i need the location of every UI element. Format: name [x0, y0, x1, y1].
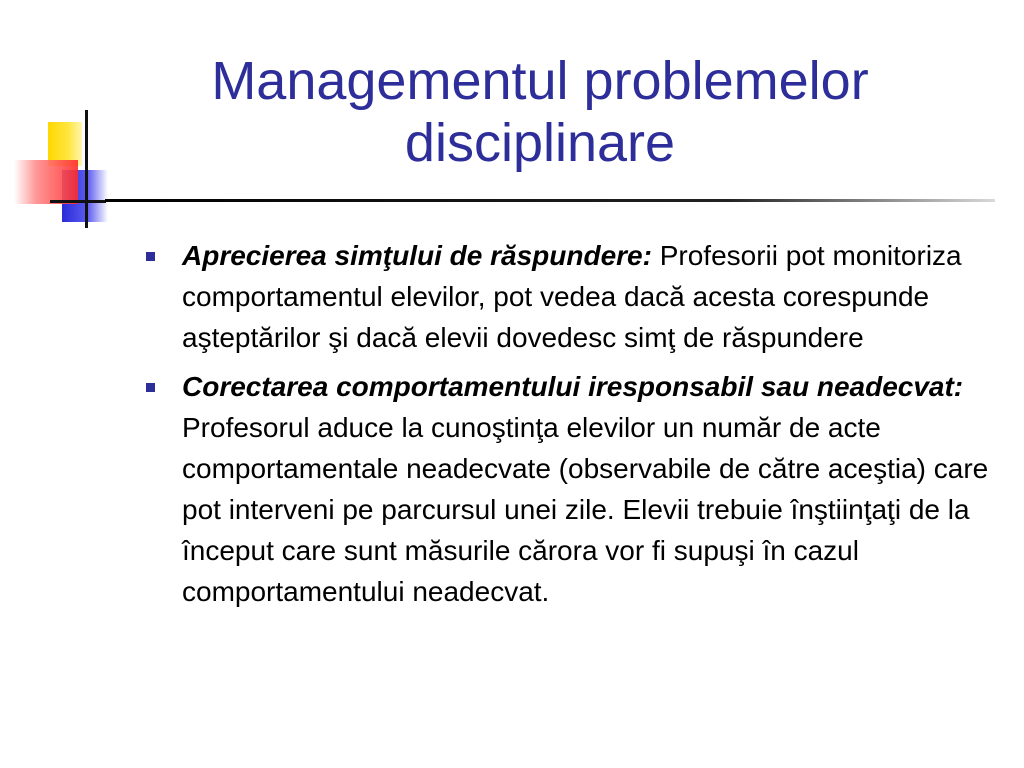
bullet-text: Profesorul aduce la cunoştinţa elevilor un număr de acte comportamentale neadecvate (observabile de către aceştia) care pot interveni pe parcursul unei zile. Elevii trebuie înştiinţaţi de la început care sunt măsurile cărora vor fi supuşi în cazul comportamentului neadecvat. [182, 412, 989, 607]
slide-title [130, 50, 950, 174]
bullet-item-responsibility [140, 235, 1006, 358]
bullet-item-correction [140, 366, 1006, 612]
slide-title-line-2: disciplinare [404, 113, 676, 173]
bullet-lead: Aprecierea simţului de răspundere: [182, 240, 652, 271]
slide-title-line-1: Managementul problemelor [211, 51, 869, 111]
bullet-text: Profesorii pot monitoriza comportamentul elevilor, pot vedea dacă acesta corespunde aşteptărilor şi dacă elevii dovedesc simţ de răspundere [182, 240, 962, 353]
logo-horizontal-line [50, 200, 106, 203]
title-divider [105, 199, 995, 202]
bullet-list [140, 235, 1006, 620]
logo-vertical-line [85, 110, 88, 228]
red-square-shape [14, 160, 78, 204]
square-bullet-icon [146, 252, 155, 261]
bullet-lead: Corectarea comportamentului iresponsabil sau neadecvat: [182, 371, 964, 402]
square-bullet-icon [146, 383, 155, 392]
